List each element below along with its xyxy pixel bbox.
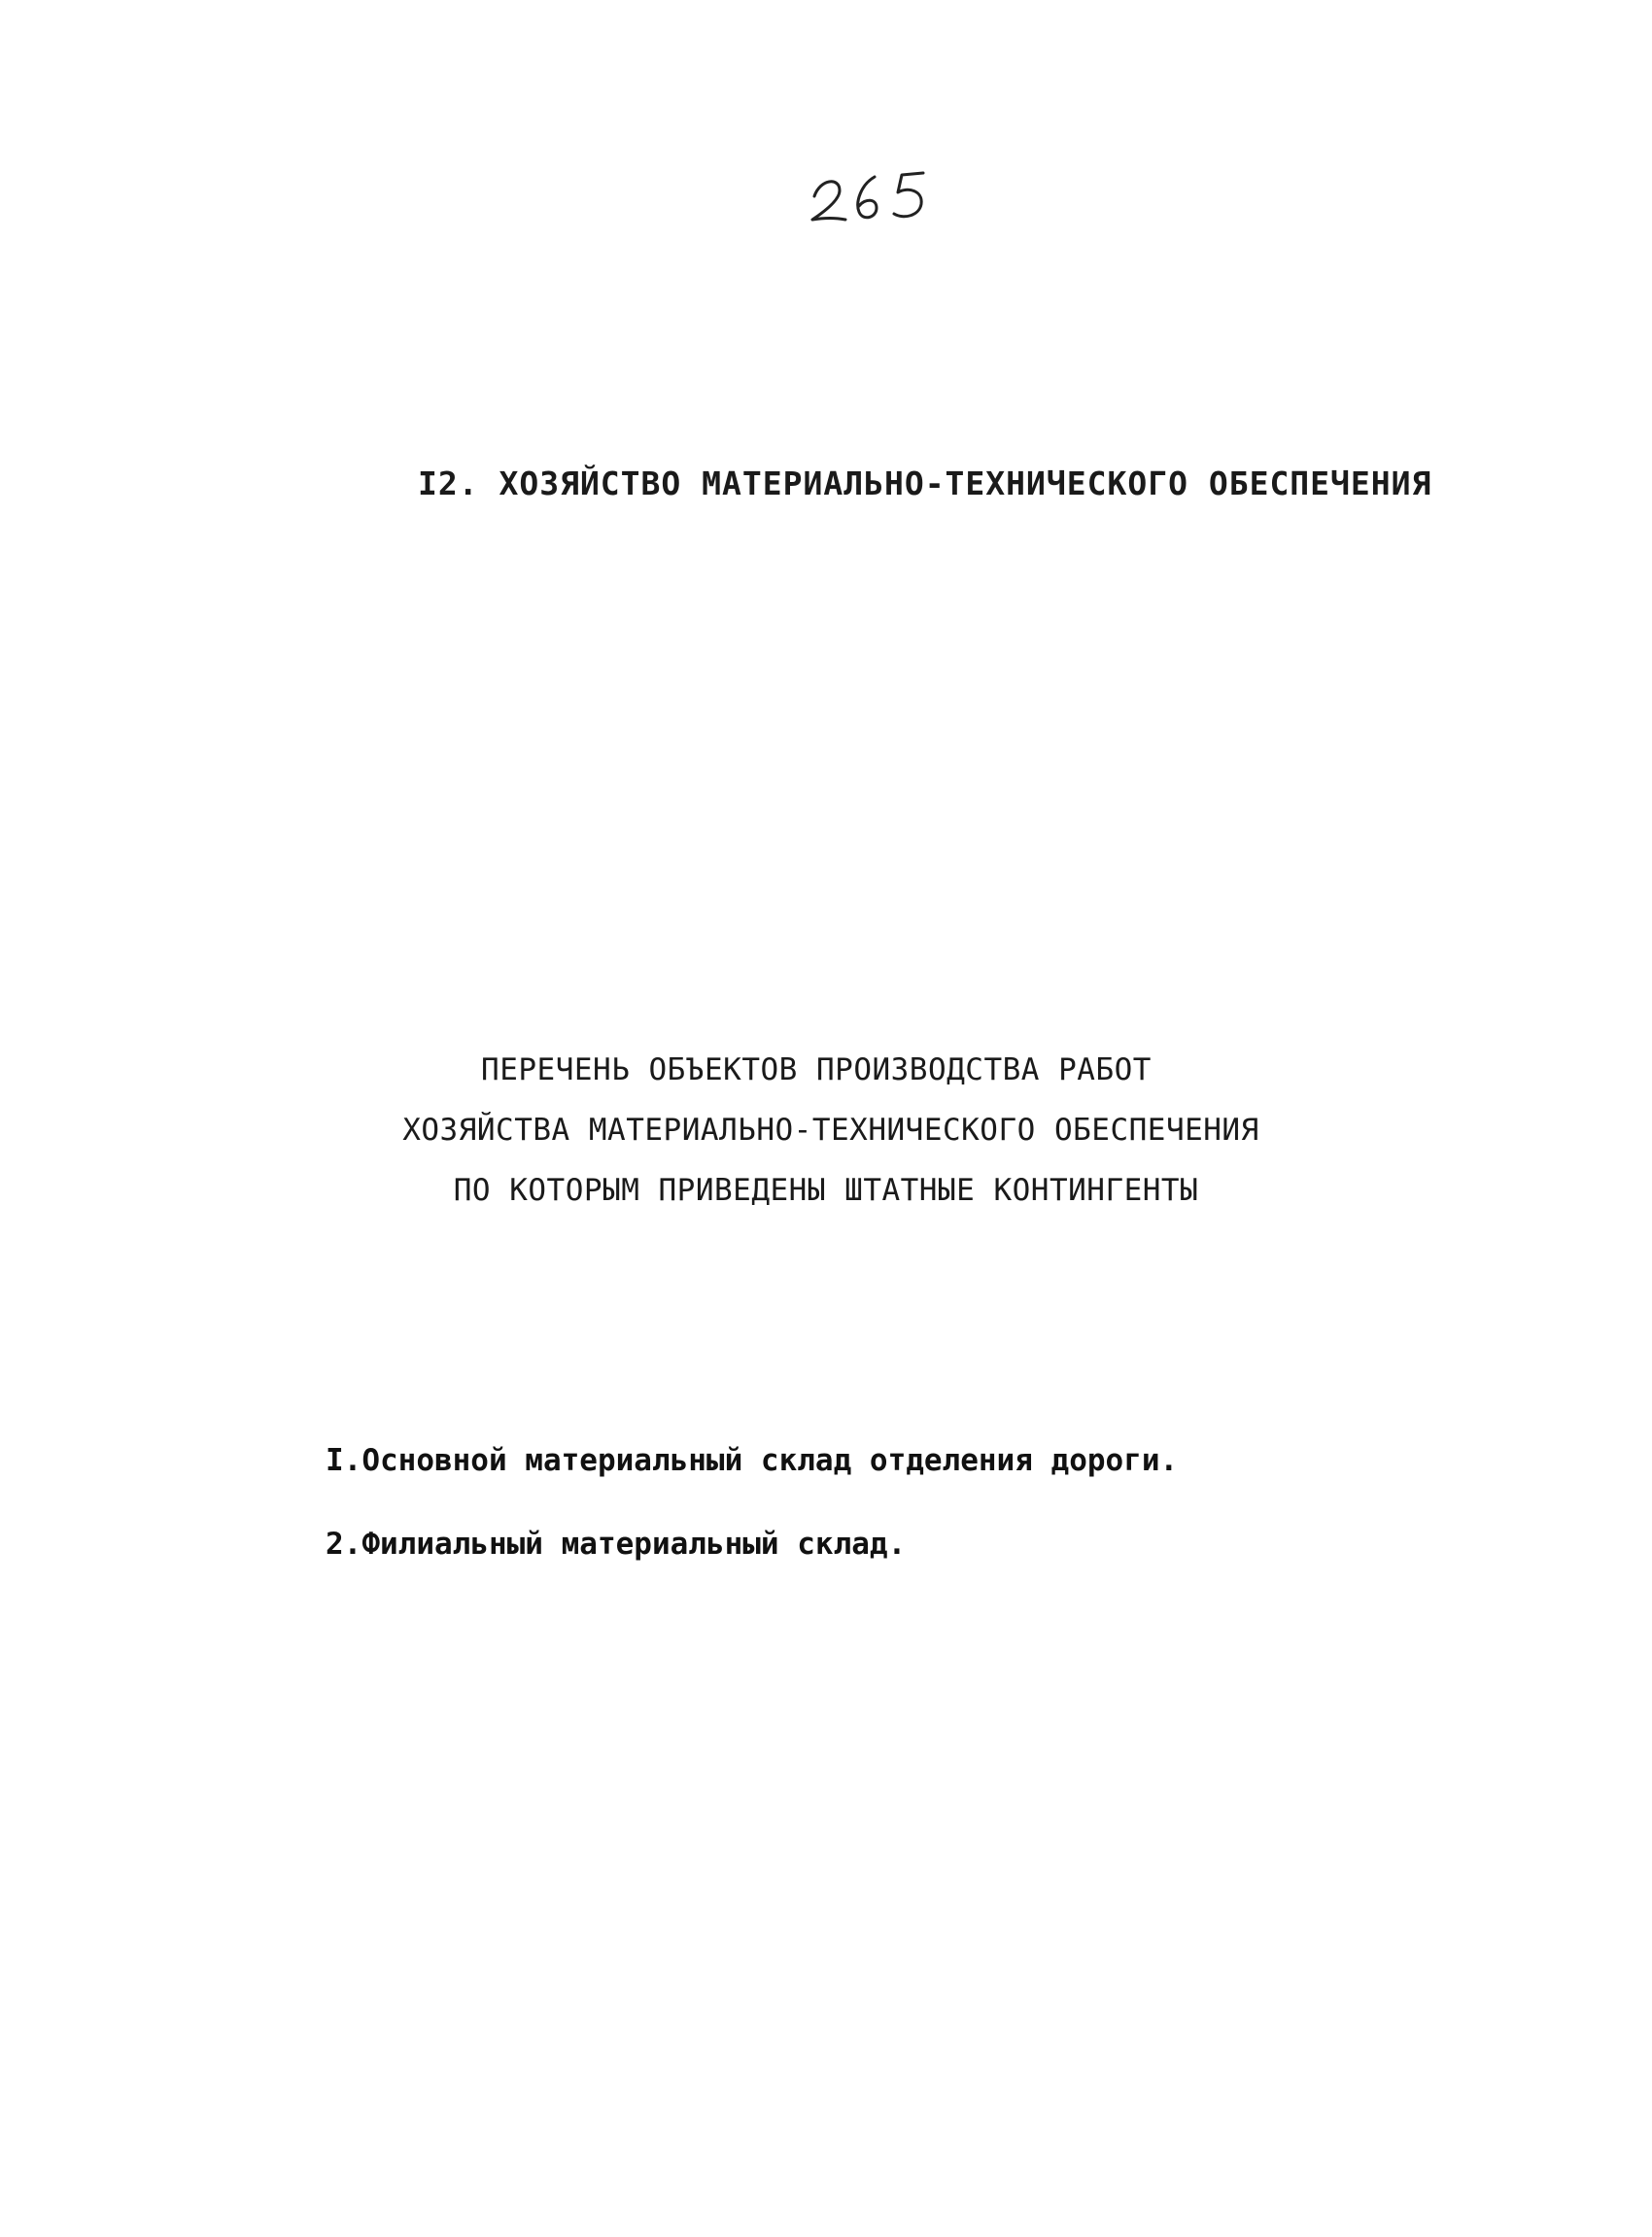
list-item: I.Основной материальный склад отделения дороги. xyxy=(326,1443,1179,1478)
list-title xyxy=(0,1040,1652,1221)
list-title-line: ПЕРЕЧЕНЬ ОБЪЕКТОВ ПРОИЗВОДСТВА РАБОТ xyxy=(481,1052,1152,1087)
handwritten-page-number-drawing xyxy=(807,155,943,233)
section-heading: I2. ХОЗЯЙСТВО МАТЕРИАЛЬНО-ТЕХНИЧЕСКОГО ОБЕСПЕЧЕНИЯ xyxy=(418,465,1432,502)
list-title-line: ХОЗЯЙСТВА МАТЕРИАЛЬНО-ТЕХНИЧЕСКОГО ОБЕСПЕЧЕНИЯ xyxy=(402,1113,1259,1148)
handwritten-page-number xyxy=(807,155,943,233)
list-item: 2.Филиальный материальный склад. xyxy=(326,1527,907,1562)
objects-list xyxy=(326,1419,1178,1586)
list-title-line: ПО КОТОРЫМ ПРИВЕДЕНЫ ШТАТНЫЕ КОНТИНГЕНТЫ xyxy=(453,1173,1199,1208)
